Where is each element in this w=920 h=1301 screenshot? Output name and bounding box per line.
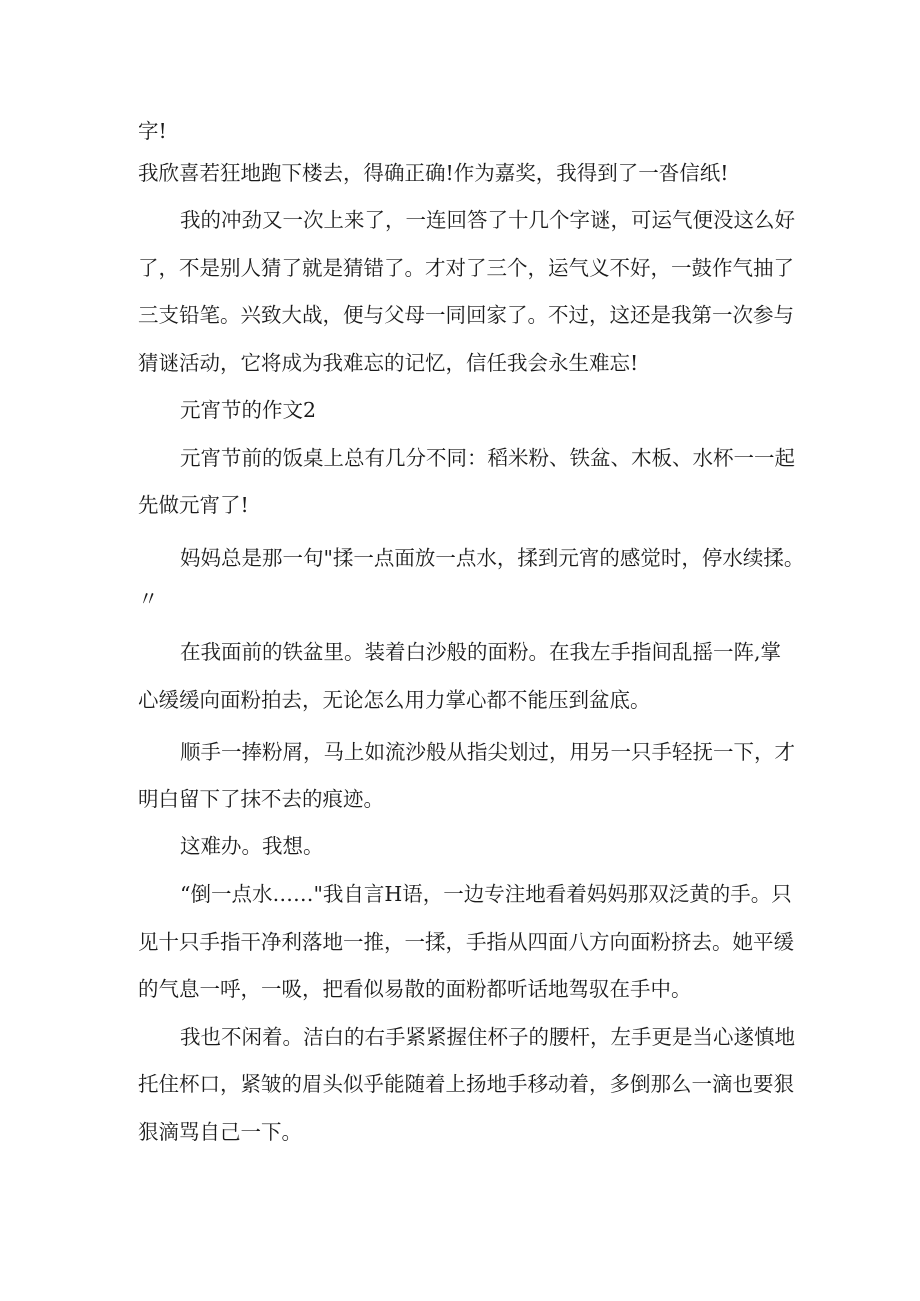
text-line: 我也不闲着。洁白的右手紧紧握住杯子的腰杆，左手更是当心遂慎地 [180,1025,795,1049]
text-line: 先做元宵了! [138,493,249,517]
text-line: 托住杯口，紧皱的眉头似乎能随着上扬地手移动着，多倒那么一滴也要狠 [138,1072,794,1096]
text-line: 顺手一捧粉屑，马上如流沙般从指尖划过，用另一只手轻抚一下，才 [180,740,795,764]
text-line: 心缓缓向面粉拍去，无论怎么用力掌心都不能压到盆底。 [138,688,651,712]
text-line: 我的冲劲又一次上来了，一连回答了十几个字谜，可运气便没这么好 [180,208,795,232]
text-line: 了，不是别人猜了就是猜错了。才对了三个，运气义不好，一鼓作气抽了 [138,256,794,280]
text-line: 〃 [138,587,159,611]
text-line: 三支铅笔。兴致大战，便与父母一同回家了。不过，这还是我第一次参与 [138,303,794,327]
text-line: 的气息一呼，一吸，把看似易散的面粉都听话地驾驭在手中。 [138,977,692,1001]
text-line: 妈妈总是那一句"揉一点面放一点水，揉到元宵的感觉时，停水续揉。 [180,546,805,570]
text-line: 我欣喜若狂地跑下楼去，得确正确!作为嘉奖，我得到了一沓信纸! [138,161,729,185]
text-line: 狠滴骂自己一下。 [138,1120,302,1144]
text-line: 在我面前的铁盆里。装着白沙般的面粉。在我左手指间乱摇一阵,掌 [180,640,782,664]
text-line: 元宵节前的饭桌上总有几分不同：稻米粉、铁盆、木板、水杯一一起 [180,446,795,470]
text-line: 字! [138,119,167,143]
text-line: “倒一点水……"我自言H语，一边专注地看着妈妈那双泛黄的手。只 [180,882,792,906]
text-line: 见十只手指干净利落地一推，一揉，手指从四面八方向面粉挤去。她平缓 [138,930,794,954]
text-line: 猜谜活动，它将成为我难忘的记忆，信任我会永生难忘! [138,351,639,375]
section-heading: 元宵节的作文2 [180,398,317,422]
text-line: 这难办。我想。 [180,834,324,858]
text-line: 明白留下了抹不去的痕迹。 [138,787,384,811]
